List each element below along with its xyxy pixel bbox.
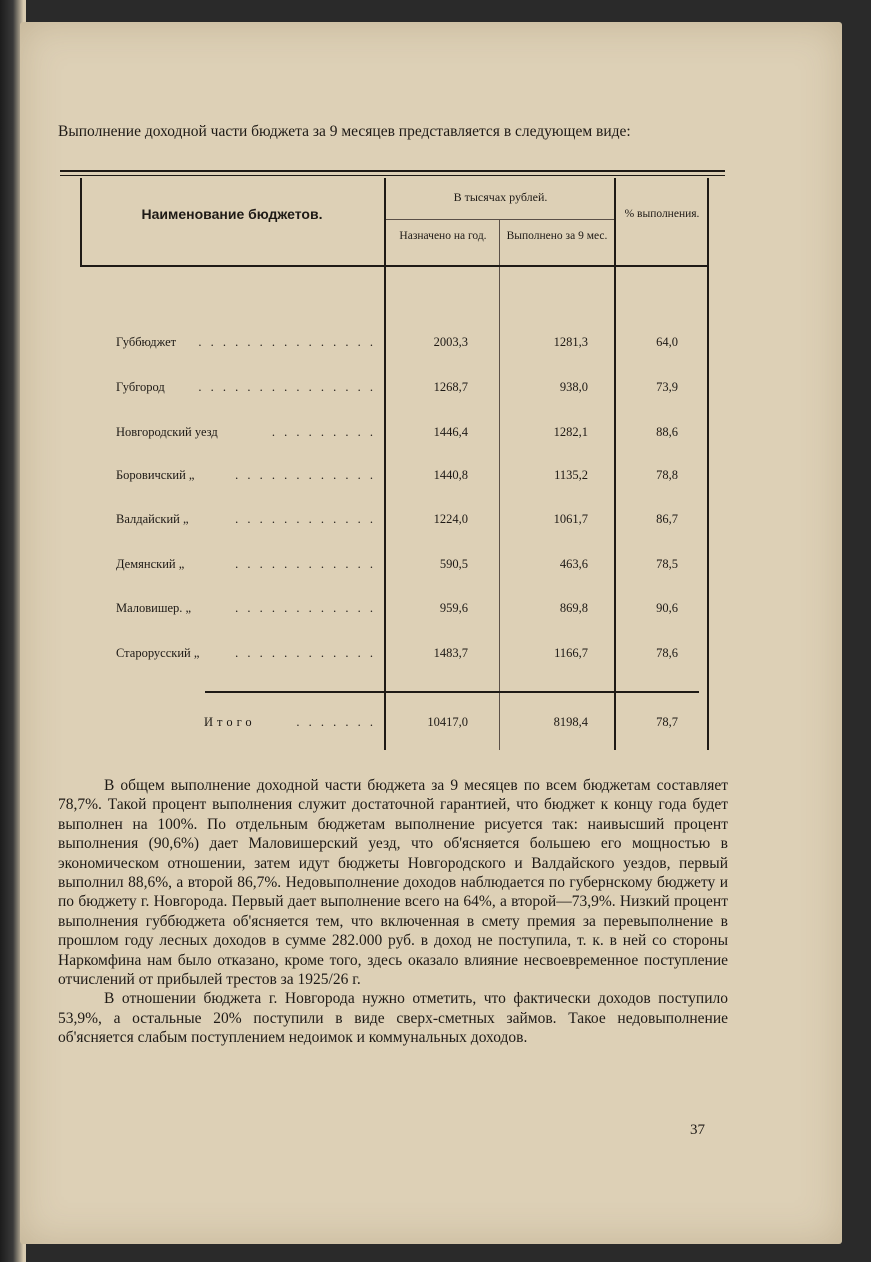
table-row	[0, 601, 871, 621]
leader-dots: . . . . . . . . . . . .	[235, 646, 376, 660]
leader-dots: . . . . . . . . . . . .	[235, 601, 376, 615]
leader-dots: . . . . . . . . . . . . . . .	[198, 380, 376, 394]
row-name: Маловишер. „	[116, 601, 192, 615]
page-number: 37	[690, 1122, 705, 1138]
header-planned: Назначено на год.	[399, 230, 487, 242]
row-plan: 959,6	[439, 601, 468, 615]
header-percent: % выполнения.	[624, 208, 700, 220]
row-plan: 1446,4	[433, 425, 468, 439]
row-pct: 86,7	[656, 512, 678, 526]
table-top-rule	[60, 170, 725, 172]
row-name: Демянский „	[116, 557, 185, 571]
row-pct: 88,6	[656, 425, 678, 439]
row-done: 463,6	[559, 557, 588, 571]
row-pct: 73,9	[656, 380, 678, 394]
header-budget-name: Наименование бюджетов.	[141, 206, 323, 222]
total-pct: 78,7	[656, 715, 678, 729]
table-header-bottom-rule	[80, 265, 708, 267]
row-name: Новгородский уезд	[116, 425, 218, 439]
leader-dots: . . . . . . . . .	[271, 425, 376, 439]
total-label: Итого	[204, 715, 256, 729]
row-plan: 1224,0	[433, 512, 468, 526]
leader-dots: . . . . . . . . . . . . . . .	[198, 335, 376, 349]
row-pct: 78,5	[656, 557, 678, 571]
row-plan: 1483,7	[433, 646, 468, 660]
row-plan: 590,5	[439, 557, 468, 571]
table-row	[0, 468, 871, 488]
header-executed: Выполнено за 9 мес.	[506, 230, 608, 242]
table-group-underline	[386, 219, 614, 220]
intro-text: Выполнение доходной части бюджета за 9 месяцев представляется в следующем виде:	[58, 123, 631, 140]
header-thousand-rubles: В тысячах рублей.	[453, 190, 548, 204]
row-done: 1282,1	[553, 425, 588, 439]
row-pct: 64,0	[656, 335, 678, 349]
paragraph: В отношении бюджета г. Новгорода нужно отметить, что фактически доходов поступило 53,9%, а остальные 20% поступили в виде сверх-сметных займов. Такое недовыполнение об'ясняется слабым поступлением недоимок и коммунальных доходов.	[58, 990, 728, 1047]
row-done: 1061,7	[553, 512, 588, 526]
table-row	[0, 380, 871, 400]
row-done: 1135,2	[554, 468, 588, 482]
row-plan: 1268,7	[433, 380, 468, 394]
row-pct: 90,6	[656, 601, 678, 615]
table-row	[0, 425, 871, 445]
row-pct: 78,8	[656, 468, 678, 482]
row-plan: 2003,3	[433, 335, 468, 349]
row-pct: 78,6	[656, 646, 678, 660]
row-plan: 1440,8	[433, 468, 468, 482]
row-name: Старорусский „	[116, 646, 200, 660]
row-name: Валдайский „	[116, 512, 189, 526]
total-done: 8198,4	[553, 715, 588, 729]
leader-dots: . . . . . . . . . . . .	[235, 557, 376, 571]
row-done: 869,8	[559, 601, 588, 615]
row-name: Боровичский „	[116, 468, 195, 482]
row-name: Губгород	[116, 380, 165, 394]
paragraph: В общем выполнение доходной части бюджета за 9 месяцев по всем бюджетам составляет 78,7%. Такой процент выполнения служит достаточной гарантией, что бюджет к концу года будет выполнен на 100%. По отдельным бюджетам выполнение рисуется так: наивысший процент выполнения (90,6%) дает Маловишерский уезд, что об'ясняется большею его мощностью в экономическом отношении, затем идут бюджеты Новгородского и Валдайского уездов, первый выполнил 88,6%, а второй 86,7%. Недовыполнение доходов наблюдается по губернскому бюджету и по бюджету г. Новгорода. Первый дает выполнение всего на 64%, а второй—73,9%. Низкий процент выполнения губбюджета об'ясняется тем, что включенная в смету премия за перевыполнение в прошлом году лесных доходов в сумме 282.000 руб. в доход не поступила, т. к. в ней со стороны Наркомфина нам было отказано, кроме того, здесь оказало влияние несвоевременное поступление отчислений от прибылей трестов за 1925/26 г.	[58, 777, 728, 989]
table-total-rule	[205, 691, 699, 693]
leader-dots: . . . . . . . . . . . .	[235, 468, 376, 482]
table-row	[0, 646, 871, 666]
table-row	[0, 557, 871, 577]
table-left-border	[80, 178, 82, 266]
row-done: 938,0	[559, 380, 588, 394]
body-text	[58, 776, 728, 1048]
row-done: 1281,3	[553, 335, 588, 349]
total-plan: 10417,0	[427, 715, 468, 729]
row-name: Губбюджет	[116, 335, 177, 349]
table-top-rule-thin	[60, 175, 725, 176]
leader-dots: . . . . . . . . . . . .	[235, 512, 376, 526]
table-total-row	[0, 715, 871, 735]
table-row	[0, 335, 871, 355]
table-row	[0, 512, 871, 532]
row-done: 1166,7	[554, 646, 588, 660]
leader-dots: . . . . . . .	[296, 715, 376, 729]
